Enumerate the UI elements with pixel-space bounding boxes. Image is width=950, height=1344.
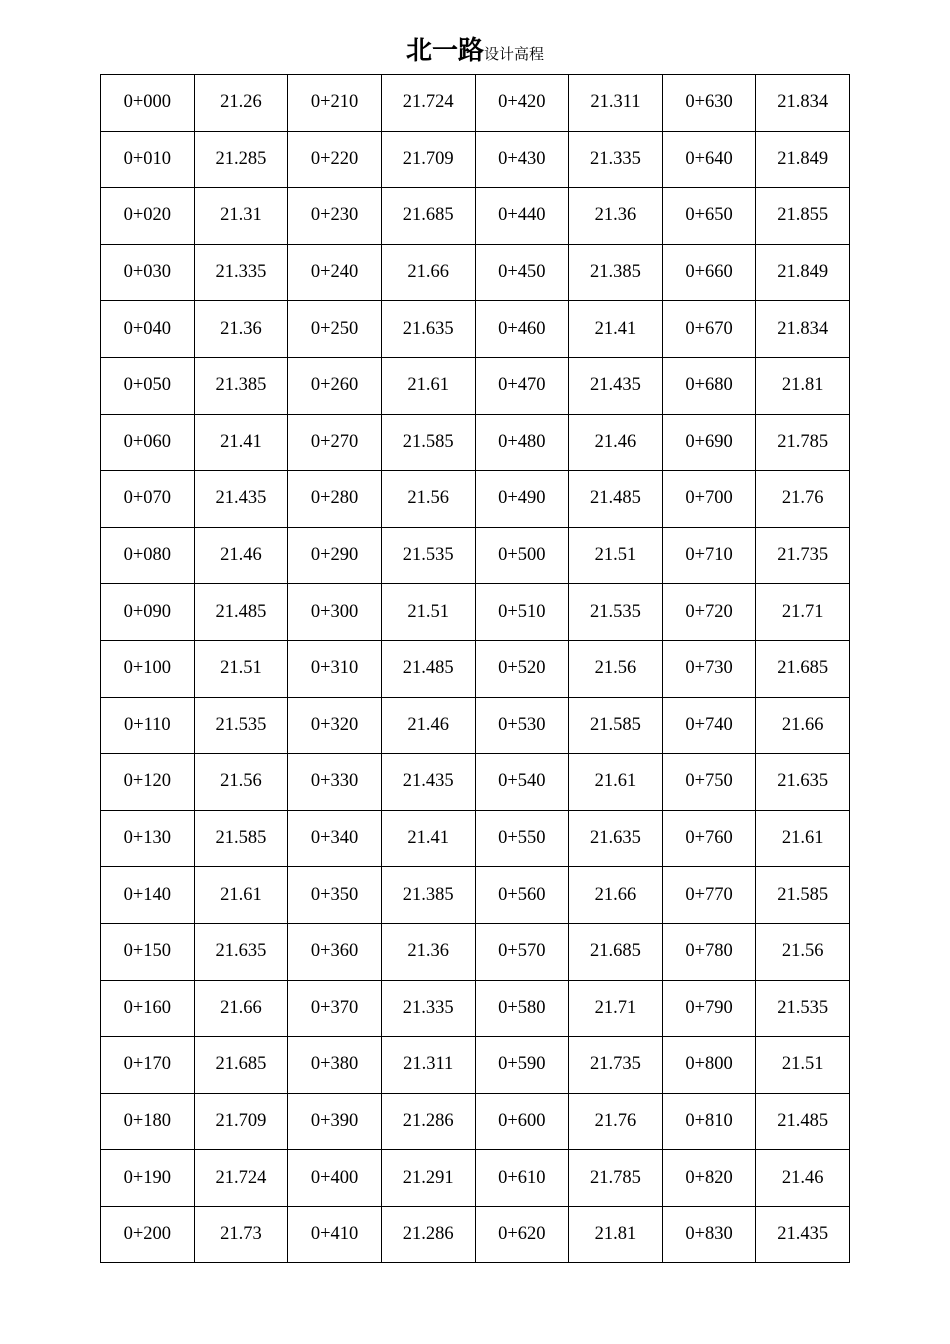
station-cell: 0+580 <box>475 980 569 1037</box>
elevation-cell: 21.311 <box>381 1037 475 1094</box>
station-cell: 0+520 <box>475 640 569 697</box>
elevation-cell: 21.834 <box>756 301 850 358</box>
elevation-table-body <box>101 75 850 1263</box>
station-cell: 0+190 <box>101 1150 195 1207</box>
station-cell: 0+150 <box>101 923 195 980</box>
station-cell: 0+080 <box>101 527 195 584</box>
elevation-cell: 21.585 <box>194 810 288 867</box>
table-row <box>101 584 850 641</box>
station-cell: 0+480 <box>475 414 569 471</box>
station-cell: 0+730 <box>662 640 756 697</box>
station-cell: 0+410 <box>288 1206 382 1263</box>
elevation-cell: 21.485 <box>569 471 663 528</box>
elevation-cell: 21.51 <box>569 527 663 584</box>
elevation-table <box>100 74 850 1263</box>
elevation-cell: 21.335 <box>569 131 663 188</box>
table-row <box>101 923 850 980</box>
elevation-cell: 21.285 <box>194 131 288 188</box>
elevation-cell: 21.81 <box>569 1206 663 1263</box>
elevation-cell: 21.735 <box>756 527 850 584</box>
elevation-cell: 21.834 <box>756 75 850 132</box>
station-cell: 0+360 <box>288 923 382 980</box>
elevation-cell: 21.31 <box>194 188 288 245</box>
station-cell: 0+380 <box>288 1037 382 1094</box>
elevation-cell: 21.66 <box>569 867 663 924</box>
elevation-cell: 21.61 <box>381 357 475 414</box>
station-cell: 0+210 <box>288 75 382 132</box>
table-row <box>101 640 850 697</box>
elevation-cell: 21.56 <box>381 471 475 528</box>
elevation-cell: 21.724 <box>381 75 475 132</box>
station-cell: 0+690 <box>662 414 756 471</box>
table-row <box>101 244 850 301</box>
station-cell: 0+590 <box>475 1037 569 1094</box>
station-cell: 0+510 <box>475 584 569 641</box>
elevation-cell: 21.335 <box>194 244 288 301</box>
station-cell: 0+130 <box>101 810 195 867</box>
station-cell: 0+180 <box>101 1093 195 1150</box>
station-cell: 0+050 <box>101 357 195 414</box>
elevation-cell: 21.849 <box>756 244 850 301</box>
station-cell: 0+450 <box>475 244 569 301</box>
station-cell: 0+440 <box>475 188 569 245</box>
table-row <box>101 357 850 414</box>
elevation-cell: 21.81 <box>756 357 850 414</box>
station-cell: 0+460 <box>475 301 569 358</box>
table-row <box>101 1037 850 1094</box>
station-cell: 0+790 <box>662 980 756 1037</box>
elevation-cell: 21.385 <box>569 244 663 301</box>
table-row <box>101 188 850 245</box>
station-cell: 0+170 <box>101 1037 195 1094</box>
elevation-cell: 21.635 <box>569 810 663 867</box>
table-row <box>101 1206 850 1263</box>
page-title <box>0 30 950 67</box>
station-cell: 0+350 <box>288 867 382 924</box>
title-subtitle: 设计高程 <box>484 45 545 63</box>
station-cell: 0+140 <box>101 867 195 924</box>
station-cell: 0+120 <box>101 754 195 811</box>
station-cell: 0+640 <box>662 131 756 188</box>
elevation-cell: 21.291 <box>381 1150 475 1207</box>
station-cell: 0+090 <box>101 584 195 641</box>
elevation-cell: 21.41 <box>381 810 475 867</box>
table-row <box>101 1150 850 1207</box>
elevation-cell: 21.36 <box>569 188 663 245</box>
elevation-cell: 21.485 <box>756 1093 850 1150</box>
station-cell: 0+570 <box>475 923 569 980</box>
station-cell: 0+060 <box>101 414 195 471</box>
elevation-cell: 21.36 <box>381 923 475 980</box>
elevation-cell: 21.785 <box>756 414 850 471</box>
station-cell: 0+610 <box>475 1150 569 1207</box>
station-cell: 0+020 <box>101 188 195 245</box>
station-cell: 0+710 <box>662 527 756 584</box>
table-row <box>101 867 850 924</box>
elevation-cell: 21.535 <box>194 697 288 754</box>
station-cell: 0+420 <box>475 75 569 132</box>
elevation-cell: 21.41 <box>569 301 663 358</box>
elevation-cell: 21.66 <box>194 980 288 1037</box>
elevation-cell: 21.849 <box>756 131 850 188</box>
station-cell: 0+030 <box>101 244 195 301</box>
elevation-cell: 21.685 <box>756 640 850 697</box>
elevation-cell: 21.855 <box>756 188 850 245</box>
station-cell: 0+330 <box>288 754 382 811</box>
elevation-cell: 21.56 <box>756 923 850 980</box>
station-cell: 0+800 <box>662 1037 756 1094</box>
table-row <box>101 697 850 754</box>
table-row <box>101 414 850 471</box>
station-cell: 0+650 <box>662 188 756 245</box>
elevation-cell: 21.635 <box>381 301 475 358</box>
elevation-cell: 21.535 <box>381 527 475 584</box>
elevation-cell: 21.535 <box>756 980 850 1037</box>
station-cell: 0+530 <box>475 697 569 754</box>
elevation-cell: 21.635 <box>756 754 850 811</box>
table-row <box>101 1093 850 1150</box>
table-row <box>101 810 850 867</box>
elevation-cell: 21.311 <box>569 75 663 132</box>
elevation-cell: 21.51 <box>381 584 475 641</box>
elevation-cell: 21.435 <box>756 1206 850 1263</box>
station-cell: 0+290 <box>288 527 382 584</box>
station-cell: 0+550 <box>475 810 569 867</box>
elevation-cell: 21.685 <box>381 188 475 245</box>
station-cell: 0+540 <box>475 754 569 811</box>
station-cell: 0+390 <box>288 1093 382 1150</box>
elevation-cell: 21.46 <box>756 1150 850 1207</box>
road-name: 北一路 <box>405 36 484 66</box>
station-cell: 0+230 <box>288 188 382 245</box>
station-cell: 0+780 <box>662 923 756 980</box>
elevation-cell: 21.56 <box>569 640 663 697</box>
elevation-cell: 21.435 <box>569 357 663 414</box>
elevation-cell: 21.485 <box>381 640 475 697</box>
station-cell: 0+160 <box>101 980 195 1037</box>
station-cell: 0+740 <box>662 697 756 754</box>
station-cell: 0+300 <box>288 584 382 641</box>
elevation-cell: 21.46 <box>381 697 475 754</box>
station-cell: 0+630 <box>662 75 756 132</box>
elevation-cell: 21.585 <box>569 697 663 754</box>
elevation-cell: 21.71 <box>756 584 850 641</box>
station-cell: 0+400 <box>288 1150 382 1207</box>
elevation-cell: 21.66 <box>756 697 850 754</box>
station-cell: 0+370 <box>288 980 382 1037</box>
elevation-cell: 21.41 <box>194 414 288 471</box>
station-cell: 0+340 <box>288 810 382 867</box>
elevation-cell: 21.46 <box>569 414 663 471</box>
elevation-cell: 21.51 <box>756 1037 850 1094</box>
elevation-cell: 21.36 <box>194 301 288 358</box>
elevation-cell: 21.585 <box>756 867 850 924</box>
station-cell: 0+560 <box>475 867 569 924</box>
table-row <box>101 301 850 358</box>
elevation-cell: 21.286 <box>381 1206 475 1263</box>
station-cell: 0+760 <box>662 810 756 867</box>
elevation-cell: 21.335 <box>381 980 475 1037</box>
station-cell: 0+110 <box>101 697 195 754</box>
elevation-cell: 21.685 <box>569 923 663 980</box>
elevation-cell: 21.685 <box>194 1037 288 1094</box>
station-cell: 0+310 <box>288 640 382 697</box>
elevation-cell: 21.735 <box>569 1037 663 1094</box>
station-cell: 0+270 <box>288 414 382 471</box>
elevation-cell: 21.286 <box>381 1093 475 1150</box>
elevation-cell: 21.635 <box>194 923 288 980</box>
elevation-cell: 21.709 <box>194 1093 288 1150</box>
station-cell: 0+830 <box>662 1206 756 1263</box>
elevation-cell: 21.66 <box>381 244 475 301</box>
elevation-cell: 21.585 <box>381 414 475 471</box>
station-cell: 0+680 <box>662 357 756 414</box>
station-cell: 0+770 <box>662 867 756 924</box>
elevation-cell: 21.709 <box>381 131 475 188</box>
elevation-cell: 21.385 <box>381 867 475 924</box>
station-cell: 0+670 <box>662 301 756 358</box>
station-cell: 0+320 <box>288 697 382 754</box>
elevation-cell: 21.535 <box>569 584 663 641</box>
table-row <box>101 131 850 188</box>
elevation-cell: 21.61 <box>569 754 663 811</box>
table-row <box>101 980 850 1037</box>
station-cell: 0+010 <box>101 131 195 188</box>
station-cell: 0+260 <box>288 357 382 414</box>
station-cell: 0+470 <box>475 357 569 414</box>
station-cell: 0+430 <box>475 131 569 188</box>
station-cell: 0+490 <box>475 471 569 528</box>
elevation-cell: 21.76 <box>756 471 850 528</box>
station-cell: 0+000 <box>101 75 195 132</box>
station-cell: 0+700 <box>662 471 756 528</box>
station-cell: 0+810 <box>662 1093 756 1150</box>
station-cell: 0+100 <box>101 640 195 697</box>
elevation-cell: 21.485 <box>194 584 288 641</box>
station-cell: 0+200 <box>101 1206 195 1263</box>
station-cell: 0+750 <box>662 754 756 811</box>
elevation-cell: 21.435 <box>194 471 288 528</box>
elevation-cell: 21.785 <box>569 1150 663 1207</box>
station-cell: 0+040 <box>101 301 195 358</box>
table-row <box>101 754 850 811</box>
station-cell: 0+070 <box>101 471 195 528</box>
station-cell: 0+240 <box>288 244 382 301</box>
elevation-cell: 21.71 <box>569 980 663 1037</box>
elevation-cell: 21.724 <box>194 1150 288 1207</box>
station-cell: 0+720 <box>662 584 756 641</box>
table-row <box>101 527 850 584</box>
elevation-cell: 21.61 <box>756 810 850 867</box>
elevation-cell: 21.76 <box>569 1093 663 1150</box>
table-row <box>101 471 850 528</box>
station-cell: 0+820 <box>662 1150 756 1207</box>
elevation-cell: 21.51 <box>194 640 288 697</box>
elevation-cell: 21.385 <box>194 357 288 414</box>
station-cell: 0+250 <box>288 301 382 358</box>
elevation-cell: 21.61 <box>194 867 288 924</box>
station-cell: 0+660 <box>662 244 756 301</box>
elevation-cell: 21.73 <box>194 1206 288 1263</box>
elevation-cell: 21.435 <box>381 754 475 811</box>
station-cell: 0+280 <box>288 471 382 528</box>
station-cell: 0+500 <box>475 527 569 584</box>
station-cell: 0+620 <box>475 1206 569 1263</box>
elevation-cell: 21.56 <box>194 754 288 811</box>
station-cell: 0+600 <box>475 1093 569 1150</box>
elevation-cell: 21.26 <box>194 75 288 132</box>
elevation-cell: 21.46 <box>194 527 288 584</box>
station-cell: 0+220 <box>288 131 382 188</box>
table-row <box>101 75 850 132</box>
